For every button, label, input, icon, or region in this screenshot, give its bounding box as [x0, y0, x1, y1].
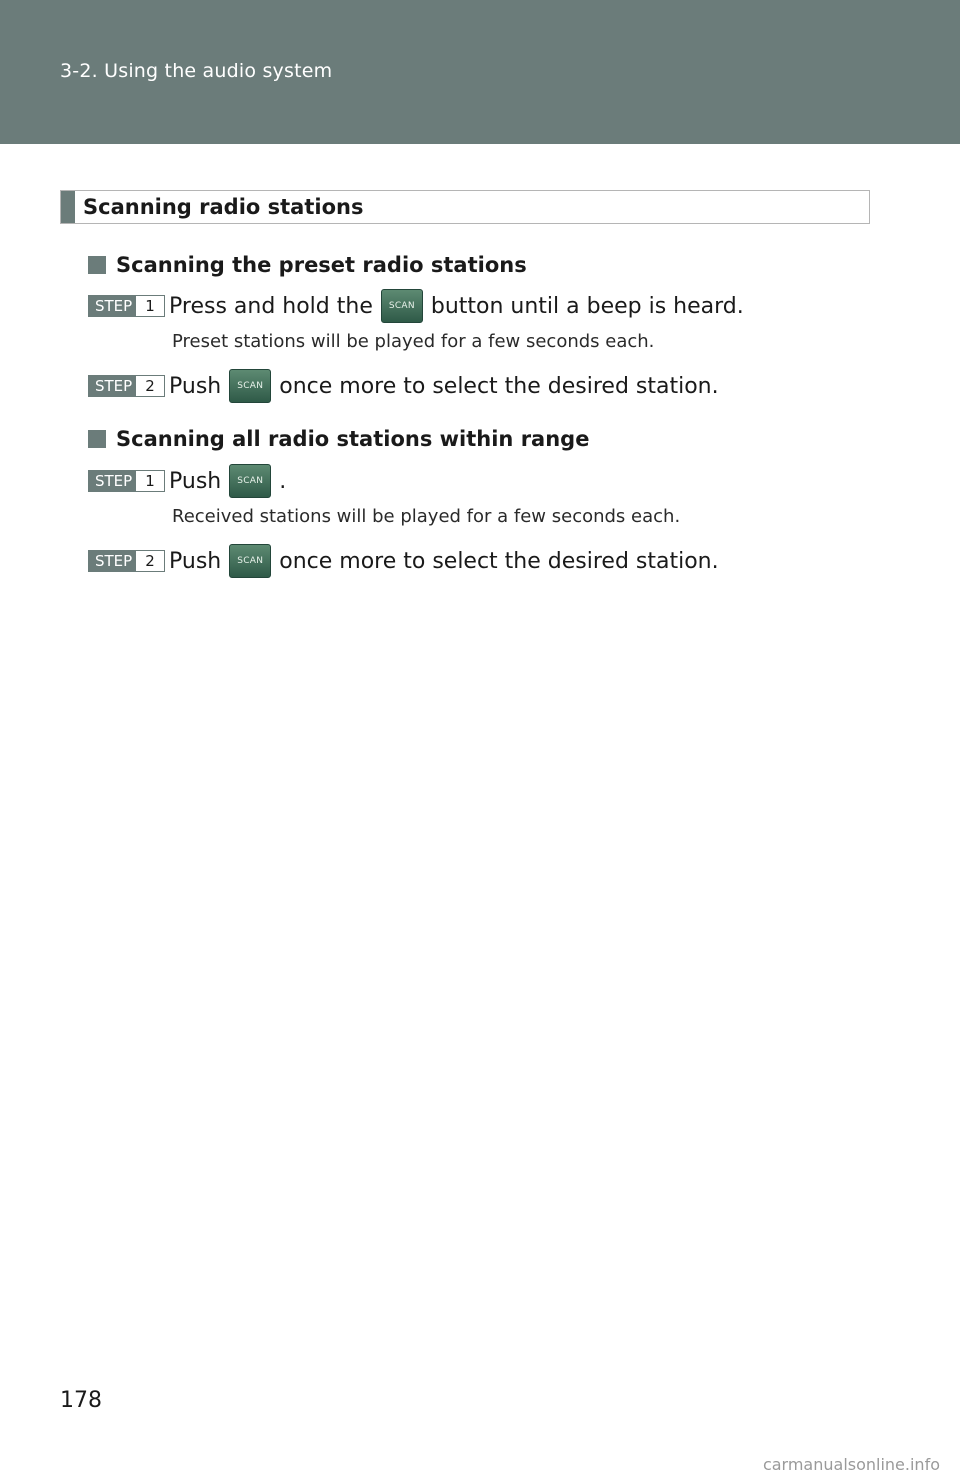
subheading-all-stations [88, 427, 589, 451]
step-text: . [279, 468, 287, 494]
step-word: STEP [89, 376, 136, 396]
step-number: 2 [136, 376, 164, 396]
scan-button-icon: SCAN [381, 289, 423, 323]
square-bullet-icon [88, 256, 106, 274]
square-bullet-icon [88, 430, 106, 448]
step-row [88, 371, 719, 401]
step-row [88, 546, 719, 576]
step-text: Press and hold the [169, 293, 373, 319]
step-badge [88, 375, 165, 397]
step-note: Received stations will be played for a few seconds each. [172, 506, 681, 527]
step-number: 1 [136, 296, 164, 316]
heading-accent [61, 191, 75, 223]
page-number: 178 [60, 1388, 102, 1413]
scan-button-icon: SCAN [229, 369, 271, 403]
subheading-text: Scanning all radio stations within range [116, 427, 590, 451]
step-number: 1 [136, 471, 164, 491]
page-heading: Scanning radio stations [83, 195, 364, 219]
step-text: Push [169, 373, 222, 399]
step-word: STEP [89, 296, 136, 316]
step-text: Push [169, 548, 222, 574]
subheading-text: Scanning the preset radio stations [116, 253, 527, 277]
subheading-preset-stations [88, 253, 527, 277]
header-band [0, 0, 960, 144]
step-badge [88, 470, 165, 492]
step-text: once more to select the desired station. [279, 548, 719, 574]
step-text: once more to select the desired station. [279, 373, 719, 399]
watermark: carmanualsonline.info [762, 1455, 940, 1474]
step-text: button until a beep is heard. [430, 293, 744, 319]
step-badge [88, 295, 165, 317]
scan-button-icon: SCAN [229, 544, 271, 578]
step-row [88, 291, 744, 321]
step-word: STEP [89, 471, 136, 491]
step-number: 2 [136, 551, 164, 571]
step-text: Push [169, 468, 222, 494]
step-badge [88, 550, 165, 572]
step-row [88, 466, 286, 496]
step-note: Preset stations will be played for a few seconds each. [172, 331, 655, 352]
scan-button-icon: SCAN [229, 464, 271, 498]
heading-bar [60, 190, 870, 224]
step-word: STEP [89, 551, 136, 571]
section-title: 3-2. Using the audio system [60, 60, 333, 82]
